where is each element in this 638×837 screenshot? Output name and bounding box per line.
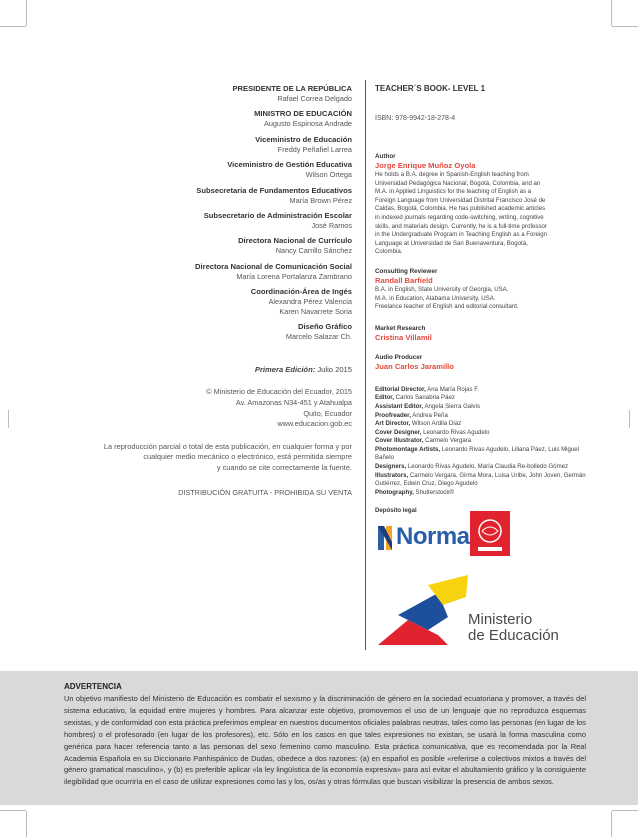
staff-role: Cover Illustrator,	[375, 437, 424, 445]
staff-list	[375, 386, 590, 498]
credit-name: María Lorena Portalanza Zambrano	[236, 271, 352, 281]
audio-section	[375, 353, 590, 372]
staff-role: Photography,	[375, 488, 414, 496]
credit-name: María Brown Pérez	[289, 195, 352, 205]
bio-line: M.A. in Education, Alabama University, USA.	[375, 294, 496, 302]
credit-entry	[60, 160, 352, 179]
staff-names: Wilson Ardila Díaz	[410, 420, 462, 428]
bio-line: Colombia.	[375, 248, 403, 256]
crop-mark	[612, 810, 638, 811]
bio-line: Caldas, Bogotá, Colombia. He has published academic articles	[375, 205, 546, 213]
market-name: Cristina Villamil	[375, 332, 432, 342]
column-divider	[365, 80, 366, 650]
staff-entry	[375, 429, 590, 438]
publisher-address	[60, 387, 352, 429]
author-label: Author	[375, 153, 396, 160]
staff-role: Cover Designer,	[375, 428, 422, 436]
edition-value: Julio 2015	[317, 365, 352, 375]
address-line: © Ministerio de Educación del Ecuador, 2015	[206, 387, 352, 397]
edition-label: Primera Edición:	[254, 365, 316, 375]
credits-list	[60, 84, 352, 341]
staff-role: Art Director,	[375, 420, 411, 428]
credit-name: Marcelo Salazar Ch.	[285, 332, 352, 342]
staff-names: Angela Sierra Galvis	[423, 402, 480, 410]
credit-name: Augusto Espinosa Andrade	[263, 119, 352, 129]
author-section	[375, 152, 590, 257]
staff-names: Carlos Sanabria Páez	[393, 394, 455, 402]
reviewer-bio	[375, 286, 590, 312]
audio-name: Juan Carlos Jaramillo	[375, 361, 454, 371]
credit-role: Viceministro de Gestión Educativa	[227, 160, 352, 170]
reproduction-line: y cuando se cite correctamente la fuente.	[216, 463, 352, 473]
crop-mark	[612, 26, 638, 27]
credit-name: Rafael Correa Delgado	[277, 94, 352, 103]
isbn: ISBN: 978-9942-18-278-4	[375, 115, 456, 122]
staff-entry	[375, 412, 590, 421]
credit-role: Subsecretario de Administración Escolar	[203, 211, 352, 221]
bio-line: Freelance teacher of English and editorial consultant.	[375, 303, 519, 311]
crop-mark	[611, 811, 612, 837]
audio-label: Audio Producer	[375, 353, 423, 361]
credit-entry	[60, 262, 352, 281]
publisher-seal-icon	[470, 511, 510, 556]
ministerio-logo-line1: Ministerio	[468, 611, 533, 628]
staff-entry	[375, 437, 590, 446]
credit-entry	[60, 109, 352, 128]
credit-name: Alexandra Pérez Valencia	[268, 297, 352, 307]
warning-title: ADVERTENCIA	[64, 682, 122, 691]
credit-name: Karen Navarrete Soria	[279, 306, 352, 316]
crop-mark	[26, 0, 27, 26]
staff-names: Carmelo Vergara	[423, 437, 472, 445]
bio-line: in the Undergraduate Program in Teaching English as a Foreign	[375, 231, 547, 239]
staff-entry	[375, 463, 590, 472]
credit-entry	[60, 287, 352, 316]
book-title: TEACHER´S BOOK- LEVEL 1	[375, 84, 486, 93]
norma-logo-text: Norma	[396, 523, 470, 550]
staff-names: Ana María Rojas F.	[425, 385, 479, 393]
credit-role: Viceministro de Educación	[255, 134, 352, 144]
reproduction-line: La reproducción parcial o total de esta publicación, en cualquier forma y por	[103, 441, 352, 451]
bio-line: B.A. in English, State University of Georgia, USA.	[375, 285, 509, 293]
book-info-column	[375, 84, 590, 514]
credit-entry	[60, 322, 352, 341]
author-bio	[375, 171, 590, 257]
staff-role: Editorial Director,	[375, 385, 426, 393]
credit-name: José Ramos	[311, 221, 352, 231]
ministerio-flag-icon	[378, 575, 478, 645]
credit-name: Freddy Peñafiel Larrea	[277, 144, 352, 154]
staff-entry	[375, 489, 590, 498]
staff-entry	[375, 403, 590, 412]
credit-entry	[60, 84, 352, 103]
staff-entry	[375, 472, 590, 489]
crop-mark	[611, 0, 612, 26]
credit-role: Coordinación-Área de Ingés	[250, 287, 352, 297]
staff-entry	[375, 386, 590, 395]
staff-names: Leonardo Rivas Agudelo, María Claudia Re-bolledo Gómez	[406, 463, 569, 471]
legal-deposit: Depósito legal	[375, 507, 417, 515]
staff-entry	[375, 420, 590, 429]
staff-names: Carmelo Vergara, Girma Mora, Luisa Uribe, John Joven, Germán Gutiérrez, Edwin Cruz, Diego Agudelo	[375, 471, 586, 488]
crop-mark	[26, 811, 27, 837]
staff-role: Assistant Editor,	[375, 402, 424, 410]
crop-mark	[0, 26, 26, 27]
edition	[60, 365, 352, 374]
author-name: Jorge Enrique Muñoz Oyola	[375, 161, 476, 170]
reviewer-label: Consulting Reviewer	[375, 267, 438, 275]
credit-entry	[60, 135, 352, 154]
reproduction-notice	[60, 442, 352, 474]
staff-role: Editor,	[375, 394, 394, 402]
bio-line: Language at Universidad de San Buenaventura, Bogotá,	[375, 239, 528, 247]
staff-names: Leonardo Rivas Agudelo, Liliana Páez, Luis Miguel Bañelo	[375, 445, 580, 462]
market-label: Market Research	[375, 324, 426, 332]
bio-line: Universidad Pedagógica Nacional, Bogotá, Colombia, and an	[375, 179, 541, 187]
credit-role: Directora Nacional de Comunicación Social	[195, 261, 352, 271]
bio-line: M.A. in Applied Linguistics for the teaching of English as a	[375, 188, 532, 196]
bio-line: skills, and materials design. Currently, he is a full-time professor	[375, 222, 547, 230]
reviewer-name: Randall Barfield	[375, 275, 433, 285]
ministerio-logo-line2: de Educación	[468, 627, 559, 644]
market-section	[375, 324, 590, 343]
staff-role: Photomontage Artists,	[375, 445, 441, 453]
credit-role: Diseño Gráfico	[297, 322, 352, 332]
staff-role: Designers,	[375, 463, 407, 471]
credit-role: Directora Nacional de Currículo	[238, 236, 352, 246]
staff-role: Proofreader,	[375, 411, 411, 419]
staff-entry	[375, 394, 590, 403]
credit-entry	[60, 211, 352, 230]
address-line: Av. Amazonas N34-451 y Atahualpa	[235, 398, 352, 408]
credit-role: MINISTRO DE EDUCACIÓN	[254, 109, 352, 119]
bio-line: Foreign Language from Universidad Distrital Francisco José de	[375, 196, 546, 204]
crop-mark	[629, 410, 630, 428]
staff-entry	[375, 446, 590, 463]
credit-name: Wilson Ortega	[305, 170, 352, 180]
website-link[interactable]: www.educacion.gob.ec	[277, 419, 352, 429]
free-distribution-notice: DISTRIBUCIÓN GRATUITA - PROHIBIDA SU VENTA	[178, 487, 352, 497]
crop-mark	[0, 810, 26, 811]
bio-line: in indexed journals regarding code-switching, writing, cognitive	[375, 213, 544, 221]
credit-role: PRESIDENTE DE LA REPÚBLICA	[232, 84, 352, 93]
credit-role: Subsecretaria de Fundamentos Educativos	[196, 185, 352, 195]
reproduction-line: cualquier medio mecánico o electrónico, está permitida siempre	[143, 452, 352, 462]
bio-line: He holds a B.A. degree in Spanish-English teaching from	[375, 171, 529, 178]
staff-names: Shutterstock®	[413, 488, 454, 496]
credit-entry	[60, 186, 352, 205]
credit-name: Nancy Carrillo Sánchez	[275, 246, 352, 256]
staff-role: Illustrators,	[375, 471, 409, 479]
crop-mark	[8, 410, 9, 428]
credits-column	[60, 84, 352, 497]
staff-names: Leonardo Rivas Agudelo	[421, 428, 490, 436]
address-line: Quito, Ecuador	[303, 408, 352, 418]
credit-entry	[60, 236, 352, 255]
reviewer-section	[375, 267, 590, 312]
staff-names: Andrea Peña	[410, 411, 448, 419]
warning-body: Un objetivo manifiesto del Ministerio de Educación es combatir el sexismo y la discriminación de género en la sociedad ecuatoriana y promover, a través del sistema educativo, la equidad entre mujeres y hombres. Para alcanzar este objetivo, promovemos el uso de un lenguaje que no reproduzca esquemas sexistas, y de conformidad con esta práctica preferimos emplear en nuestros documentos oficiales palabras neutras, tales como las personas (en lugar de los hombres) o el profesorado (en lugar de los profesores), etc. Sólo en los casos en que tales expresiones no existan, se usará la forma masculina como genérica para hacer referencia tanto a las personas del sexo femenino como masculino. Esta práctica comunicativa, que es recomendada por la Real Academia Española en su Diccionario Panhispánico de Dudas, obedece a dos razones: (a) en español es posible «referirse a colectivos mixtos a través del género gramatical masculino», y (b) es preferible aplicar «la ley lingüística de la economía expresiva» para así evitar el abultamiento gráfico y la consiguiente ilegibilidad que ocurriría en el caso de utilizar expresiones como las y los, os/as y otras fórmulas que buscan visibilizar la presencia de ambos sexos.	[64, 694, 586, 787]
